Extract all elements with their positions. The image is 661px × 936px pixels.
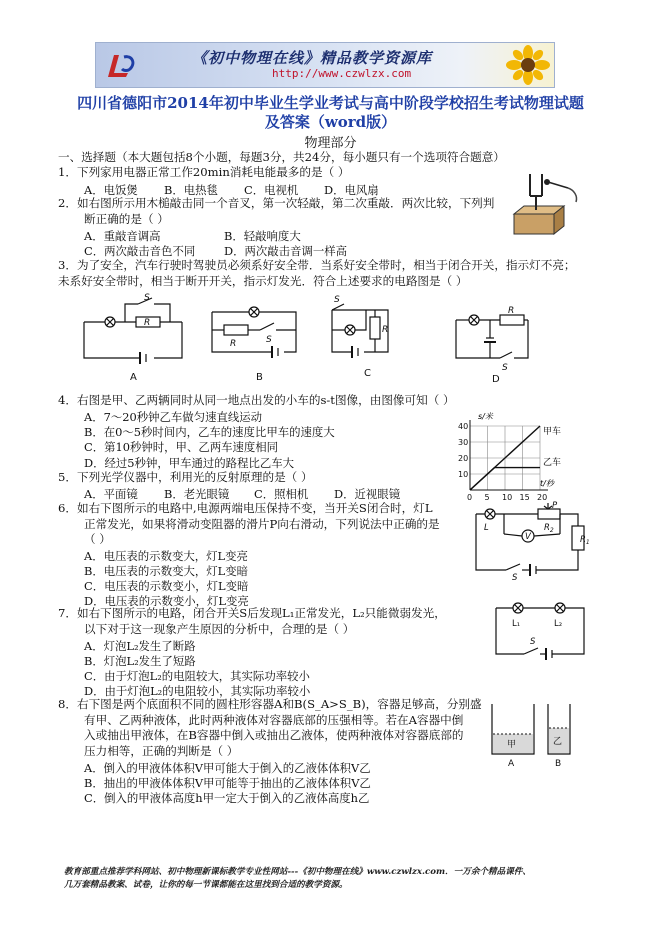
st-y-tick-label: 20 — [458, 454, 469, 463]
q4-option-a: A．7～20秒钟乙车做匀速直线运动 — [84, 410, 263, 424]
q7-label-l1: L₁ — [512, 619, 521, 629]
part1-heading: 一、选择题（本大题包括8个小题，每题3分，共24分，每小题只有一个选项符合题意） — [58, 150, 505, 164]
banner-title: 《初中物理在线》精品教学资源库 — [192, 49, 433, 67]
q7-label-l2: L₂ — [554, 619, 563, 629]
q8-option-c: C．倒入的甲液体高度h甲一定大于倒入的乙液体高度h乙 — [84, 791, 370, 805]
q7-option-b: B．灯泡L₂发生了短路 — [84, 654, 196, 668]
q5-stem: 5．下列光学仪器中，利用光的反射原理的是（ ） — [58, 470, 313, 484]
circuit-c-label-r: R — [382, 325, 389, 335]
circuit-d-label-s: S — [502, 363, 508, 373]
q8-label-a: A — [508, 759, 515, 769]
q4-option-b: B．在0～5秒时间内，乙车的速度比甲车的速度大 — [84, 425, 335, 439]
q8-stem: 8．右下图是两个底面积不同的圆柱形容器A和B(S_A>S_B)，容器足够高，分别盛 — [58, 697, 482, 711]
q4-stem: 4．右图是甲、乙两辆同时从同一地点出发的小车的s-t图像，由图像可知（ ） — [58, 393, 455, 407]
q2-option-c: C．两次敲击音色不同 — [84, 244, 196, 258]
page-title: 四川省德阳市2014年初中毕业生学业考试与高中阶段学校招生考试物理试题 — [77, 94, 584, 112]
circuit-label-b: B — [256, 372, 263, 383]
q7-option-a: A．灯泡L₂发生了断路 — [84, 639, 196, 653]
footer-line1: 教育部重点推荐学科网站、初中物理新课标教学专业性网站---《初中物理在线》www.czwlzx.com．一万余个精品课件、 — [64, 867, 531, 877]
q2-option-a: A．重敲音调高 — [84, 229, 161, 243]
st-y-tick-label: 10 — [458, 470, 469, 479]
q6-stem: 6．如右下图所示的电路中,电源两端电压保持不变，当开关S闭合时，灯L — [58, 501, 433, 515]
circuit-d-label-r: R — [508, 306, 515, 316]
sunflower-icon — [506, 45, 550, 85]
circuit-a-label-s: S — [144, 293, 150, 303]
st-series-label-jia: 甲车 — [543, 427, 562, 437]
st-x-tick-label: 20 — [537, 493, 548, 500]
q8-label-jia: 甲 — [507, 740, 517, 750]
circuit-d — [456, 315, 528, 358]
q3-stem: 3．为了安全，汽车行驶时驾驶员必须系好安全带．当系好安全带时，相当于闭合开关，指示灯不亮； — [58, 258, 576, 272]
q1-option-b: B．电热毯 — [164, 183, 218, 197]
q8-stem-line4: 压力相等，正确的判断是（ ） — [84, 744, 239, 758]
q6-label-r2: $R_2$ — [544, 523, 554, 534]
st-y-tick-label: 40 — [458, 422, 469, 431]
q8-label-b: B — [555, 759, 562, 769]
q5-option-d: D．近视眼镜 — [334, 487, 401, 501]
q7-circuit-diagram — [488, 598, 594, 668]
site-banner — [95, 42, 555, 88]
q2-option-b: B．轻敲响度大 — [224, 229, 301, 243]
q4-option-d: D．经过5秒钟，甲车通过的路程比乙车大 — [84, 456, 295, 470]
q2-stem-line2: 断正确的是（ ） — [84, 212, 169, 226]
footer-line2: 几万套精品教案、试卷，让你的每一节课都能在这里找到合适的教学资源。 — [64, 880, 348, 890]
circuit-label-c: C — [364, 368, 371, 379]
circuit-b-label-s: S — [266, 335, 272, 345]
q5-option-c: C．照相机 — [254, 487, 309, 501]
q7-option-d: D．由于灯泡L₂的电阻较小，其实际功率较小 — [84, 684, 311, 698]
q8-stem-line3: 入或抽出甲液体，在B容器中倒入或抽出乙液体，使两种液体对容器底部的 — [84, 728, 464, 742]
circuit-b — [212, 307, 296, 358]
banner-url[interactable]: http://www.czwlzx.com — [272, 67, 412, 80]
q6-label-p: P — [552, 501, 558, 511]
circuit-c — [332, 304, 388, 358]
st-graph — [452, 410, 572, 500]
q2-option-d: D．两次敲击音调一样高 — [224, 244, 348, 258]
page-title-line2: 及答案（word版） — [264, 113, 397, 131]
q6-circuit-diagram — [468, 500, 590, 582]
q6-label-s: S — [512, 573, 518, 582]
q6-option-b: B．电压表的示数变大，灯L变暗 — [84, 564, 249, 578]
q7-option-c: C．由于灯泡L₂的电阻较大，其实际功率较小 — [84, 669, 310, 683]
q1-stem: 1．下列家用电器正常工作20min消耗电能最多的是（ ） — [58, 165, 350, 179]
q3-circuit-diagrams — [70, 290, 540, 392]
q8-label-yi: 乙 — [553, 737, 563, 747]
circuit-label-a: A — [130, 372, 137, 383]
q2-stem: 2．如右图所示用木槌敲击同一个音叉，第一次轻敲，第二次重敲．两次比较，下列判 — [58, 196, 495, 210]
q6-stem-line3: （ ） — [84, 532, 111, 546]
st-x-tick-label: 5 — [484, 493, 490, 500]
q1-option-d: D．电风扇 — [324, 183, 379, 197]
q3-stem-line2: 未系好安全带时，相当于断开开关，指示灯发光．符合上述要求的电路图是（ ） — [58, 274, 468, 288]
q6-option-c: C．电压表的示数变小，灯L变暗 — [84, 579, 249, 593]
circuit-a — [84, 298, 182, 364]
q6-stem-line2: 正常发光，如果将滑动变阻器的滑片P向右滑动，下列说法中正确的是 — [84, 517, 440, 531]
q8-stem-line2: 有甲、乙两种液体，此时两种液体对容器底部的压强相等。若在A容器中倒 — [84, 713, 464, 727]
q6-label-v: V — [525, 532, 531, 542]
st-series-label-yi: 乙车 — [543, 458, 562, 468]
st-graph-xlabel: t/秒 — [540, 479, 554, 488]
q6-option-a: A．电压表的示数变大，灯L变亮 — [84, 549, 248, 563]
q7-stem-line2: 以下对于这一现象产生原因的分析中，合理的是（ ） — [84, 622, 355, 636]
q5-option-b: B．老光眼镜 — [164, 487, 230, 501]
q7-stem: 7．如右下图所示的电路，闭合开关S后发现L₁正常发光，L₂只能微弱发光， — [58, 606, 446, 620]
q1-option-c: C．电视机 — [244, 183, 299, 197]
site-logo-icon — [104, 49, 138, 81]
q6-option-d: D．电压表的示数变小，灯L变亮 — [84, 594, 249, 608]
q7-label-s: S — [530, 637, 536, 647]
q6-label-r1: $R_1$ — [580, 535, 590, 546]
st-graph-ylabel: s/米 — [478, 412, 493, 421]
q1-option-a: A．电饭煲 — [84, 183, 138, 197]
st-x-tick-label: 10 — [502, 493, 513, 500]
st-y-tick-label: 30 — [458, 438, 469, 447]
circuit-c-label-s: S — [334, 295, 340, 305]
q4-option-c: C．第10秒钟时，甲、乙两车速度相同 — [84, 440, 279, 454]
q5-option-a: A．平面镜 — [84, 487, 138, 501]
circuit-a-label-r: R — [144, 318, 151, 328]
q6-label-l: L — [484, 523, 489, 533]
st-x-tick-label: 0 — [467, 493, 473, 500]
q8-containers-figure — [484, 700, 584, 770]
st-x-tick-label: 15 — [519, 493, 530, 500]
q8-option-a: A．倒入的甲液体体积V甲可能大于倒入的乙液体体积V乙 — [84, 761, 371, 775]
circuit-label-d: D — [492, 374, 500, 385]
q8-option-b: B．抽出的甲液体体积V甲可能等于抽出的乙液体体积V乙 — [84, 776, 371, 790]
tuning-fork-figure — [510, 170, 582, 238]
circuit-b-label-r: R — [230, 339, 237, 349]
section-title: 物理部分 — [304, 136, 357, 151]
